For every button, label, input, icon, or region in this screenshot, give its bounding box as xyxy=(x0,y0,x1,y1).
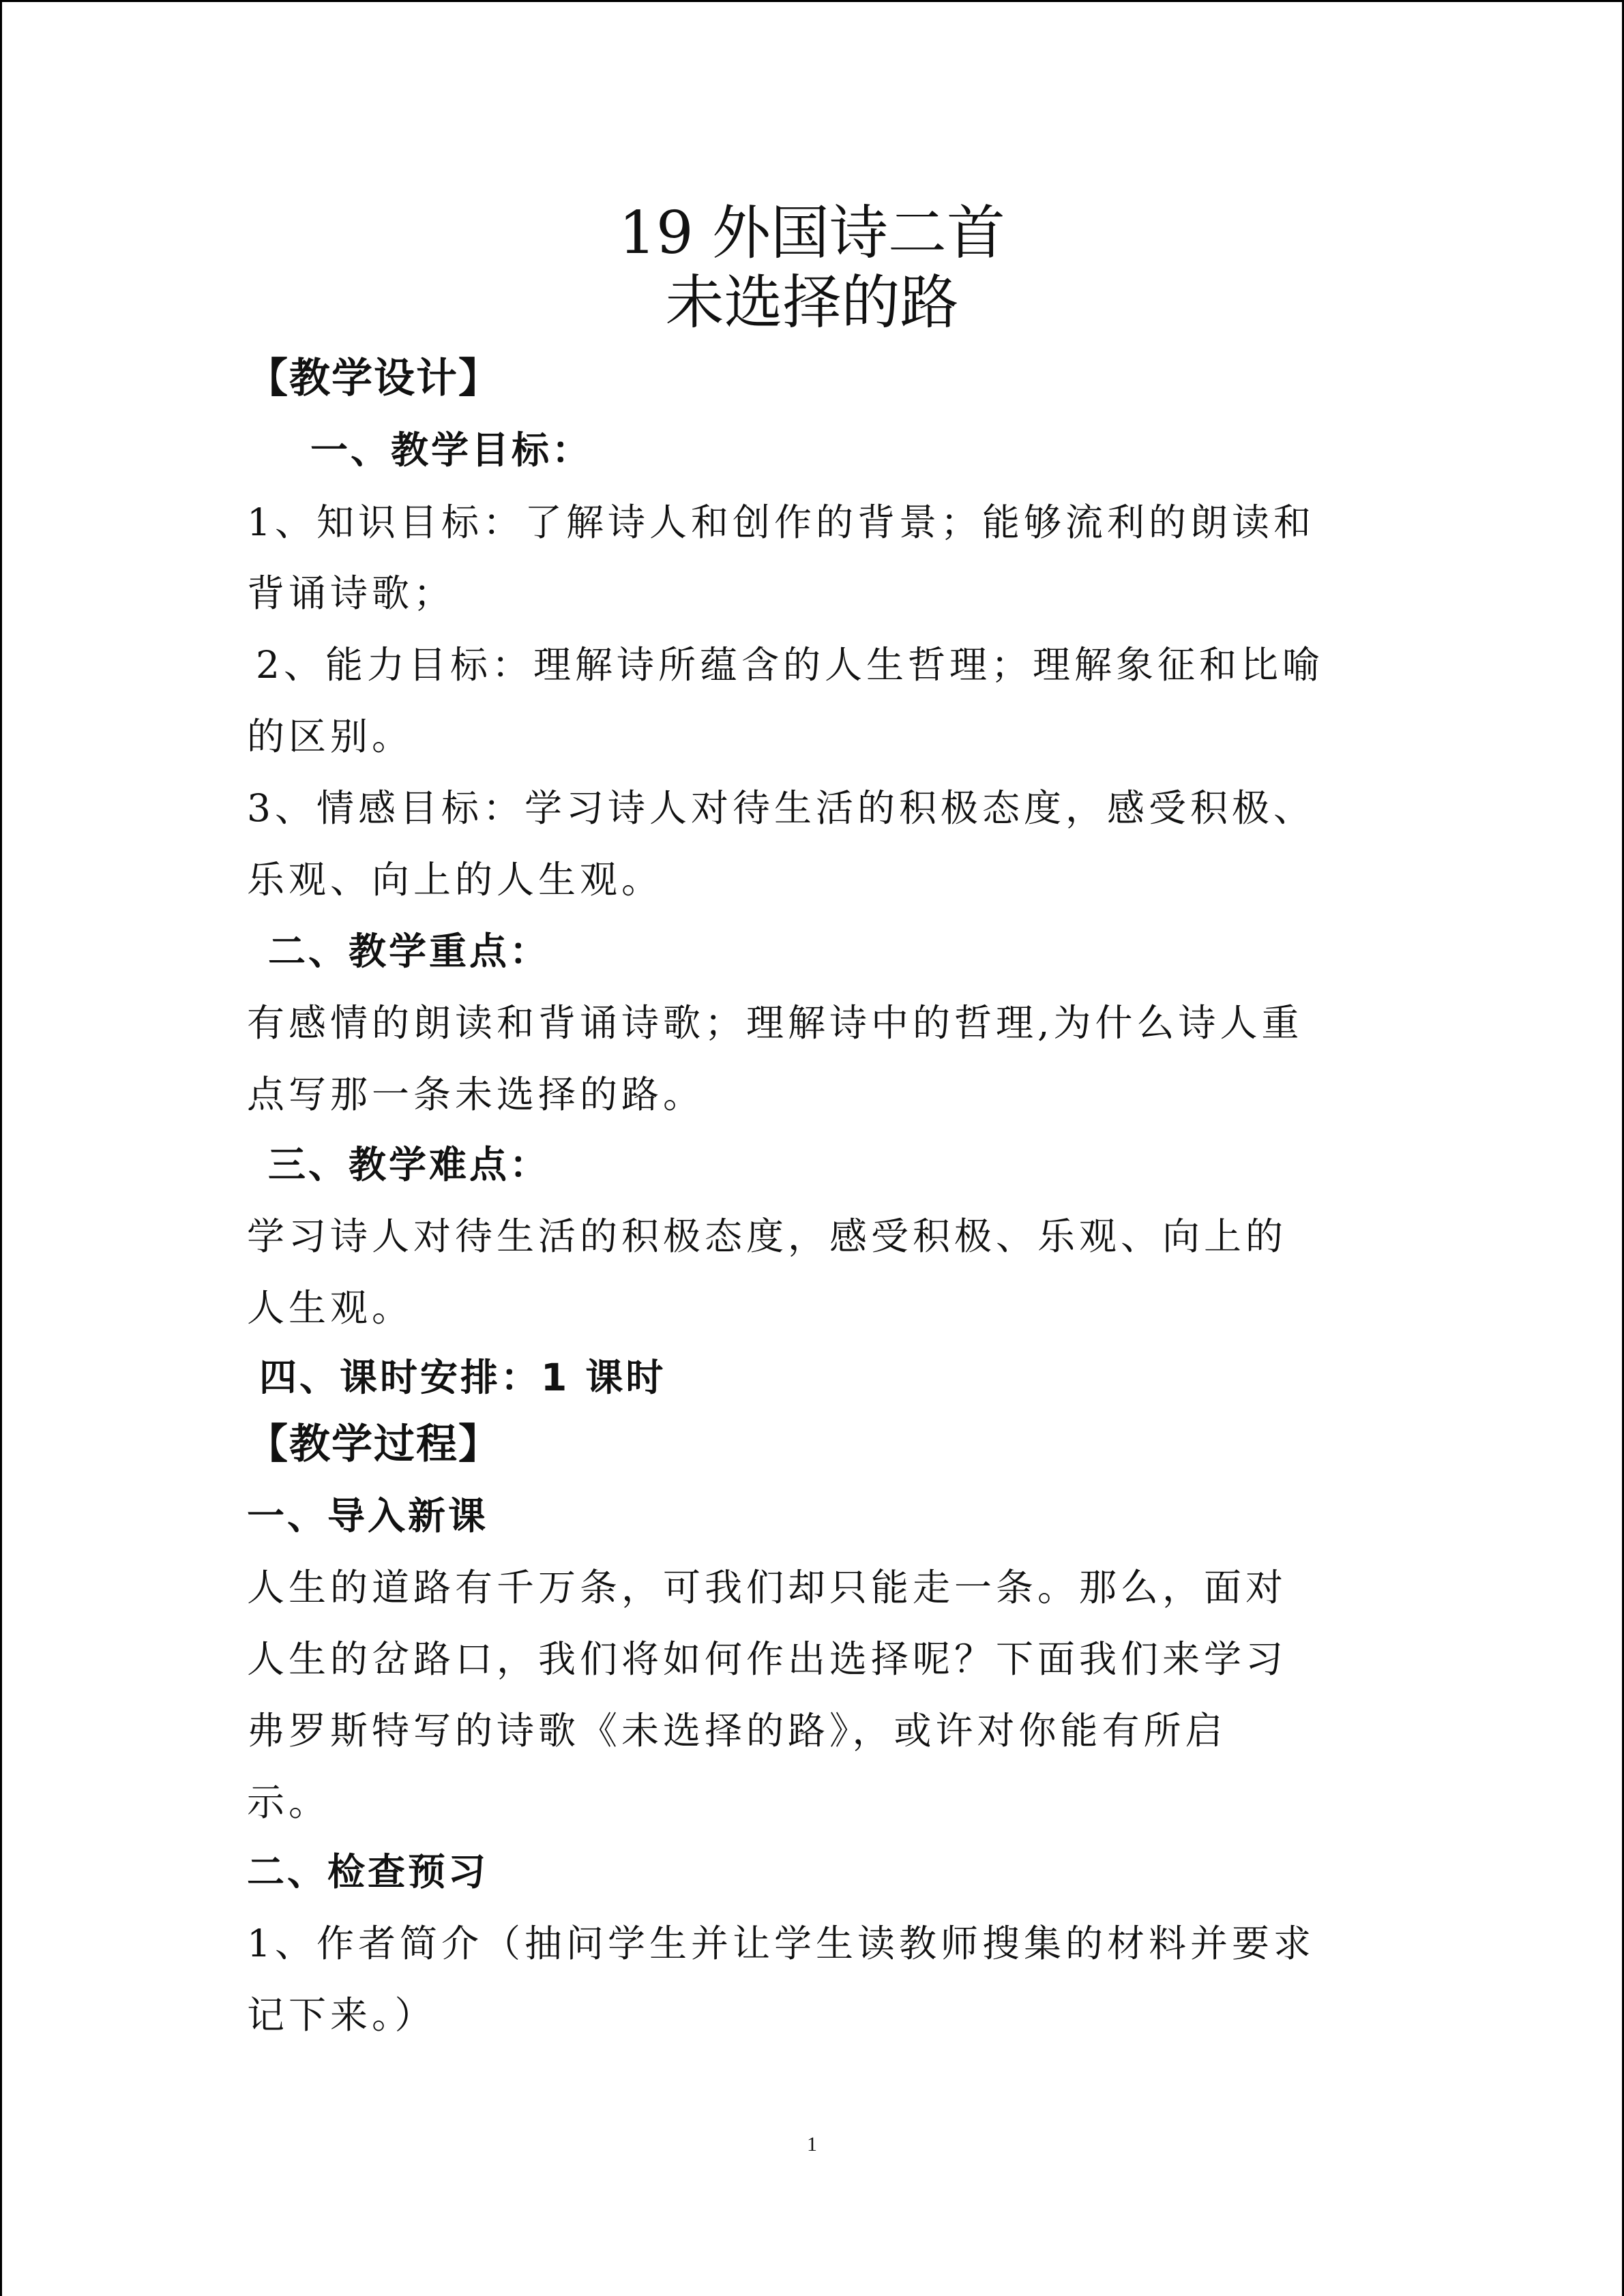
subheading-teaching-focus: 二、教学重点： xyxy=(268,929,550,973)
paragraph-line: 乐观、向上的人生观。 xyxy=(247,858,664,901)
paragraph-line: 人生的道路有千万条，可我们却只能走一条。那么，面对 xyxy=(247,1566,1288,1609)
paragraph-line: 3、情感目标：学习诗人对待生活的积极态度，感受积极、 xyxy=(247,786,1315,830)
subheading-preview-check: 二、检查预习 xyxy=(247,1850,489,1894)
paragraph-line: 背诵诗歌； xyxy=(247,571,456,615)
paragraph-line: 的区别。 xyxy=(247,715,414,758)
paragraph-line: 人生观。 xyxy=(247,1286,414,1330)
section-heading-teaching-process: 【教学过程】 xyxy=(247,1420,501,1468)
paragraph-line: 记下来。） xyxy=(247,1993,437,2037)
paragraph-line: 有感情的朗读和背诵诗歌；理解诗中的哲理,为什么诗人重 xyxy=(247,1001,1303,1045)
paragraph-line: 1、作者简介（抽问学生并让学生读教师搜集的材料并要求 xyxy=(247,1922,1315,1965)
document-subtitle: 未选择的路 xyxy=(665,269,959,337)
subheading-introduction: 一、导入新课 xyxy=(247,1494,489,1538)
subheading-teaching-difficulty: 三、教学难点： xyxy=(268,1143,550,1187)
section-heading-teaching-design: 【教学设计】 xyxy=(247,355,501,402)
paragraph-line: 2、能力目标：理解诗所蕴含的人生哲理；理解象征和比喻 xyxy=(256,643,1324,687)
subheading-class-schedule: 四、课时安排：1 课时 xyxy=(259,1356,666,1399)
paragraph-line: 人生的岔路口，我们将如何作出选择呢？下面我们来学习 xyxy=(247,1637,1288,1681)
document-title: 19 外国诗二首 xyxy=(619,199,1005,267)
paragraph-line: 学习诗人对待生活的积极态度，感受积极、乐观、向上的 xyxy=(247,1214,1288,1258)
paragraph-line: 1、知识目标：了解诗人和创作的背景；能够流利的朗读和 xyxy=(247,501,1315,544)
subheading-teaching-objectives: 一、教学目标： xyxy=(310,428,593,472)
page-number: 1 xyxy=(807,2133,817,2156)
paragraph-line: 示。 xyxy=(247,1780,331,1824)
paragraph-line: 点写那一条未选择的路。 xyxy=(247,1073,705,1116)
paragraph-line: 弗罗斯特写的诗歌《未选择的路》，或许对你能有所启 xyxy=(247,1709,1227,1753)
